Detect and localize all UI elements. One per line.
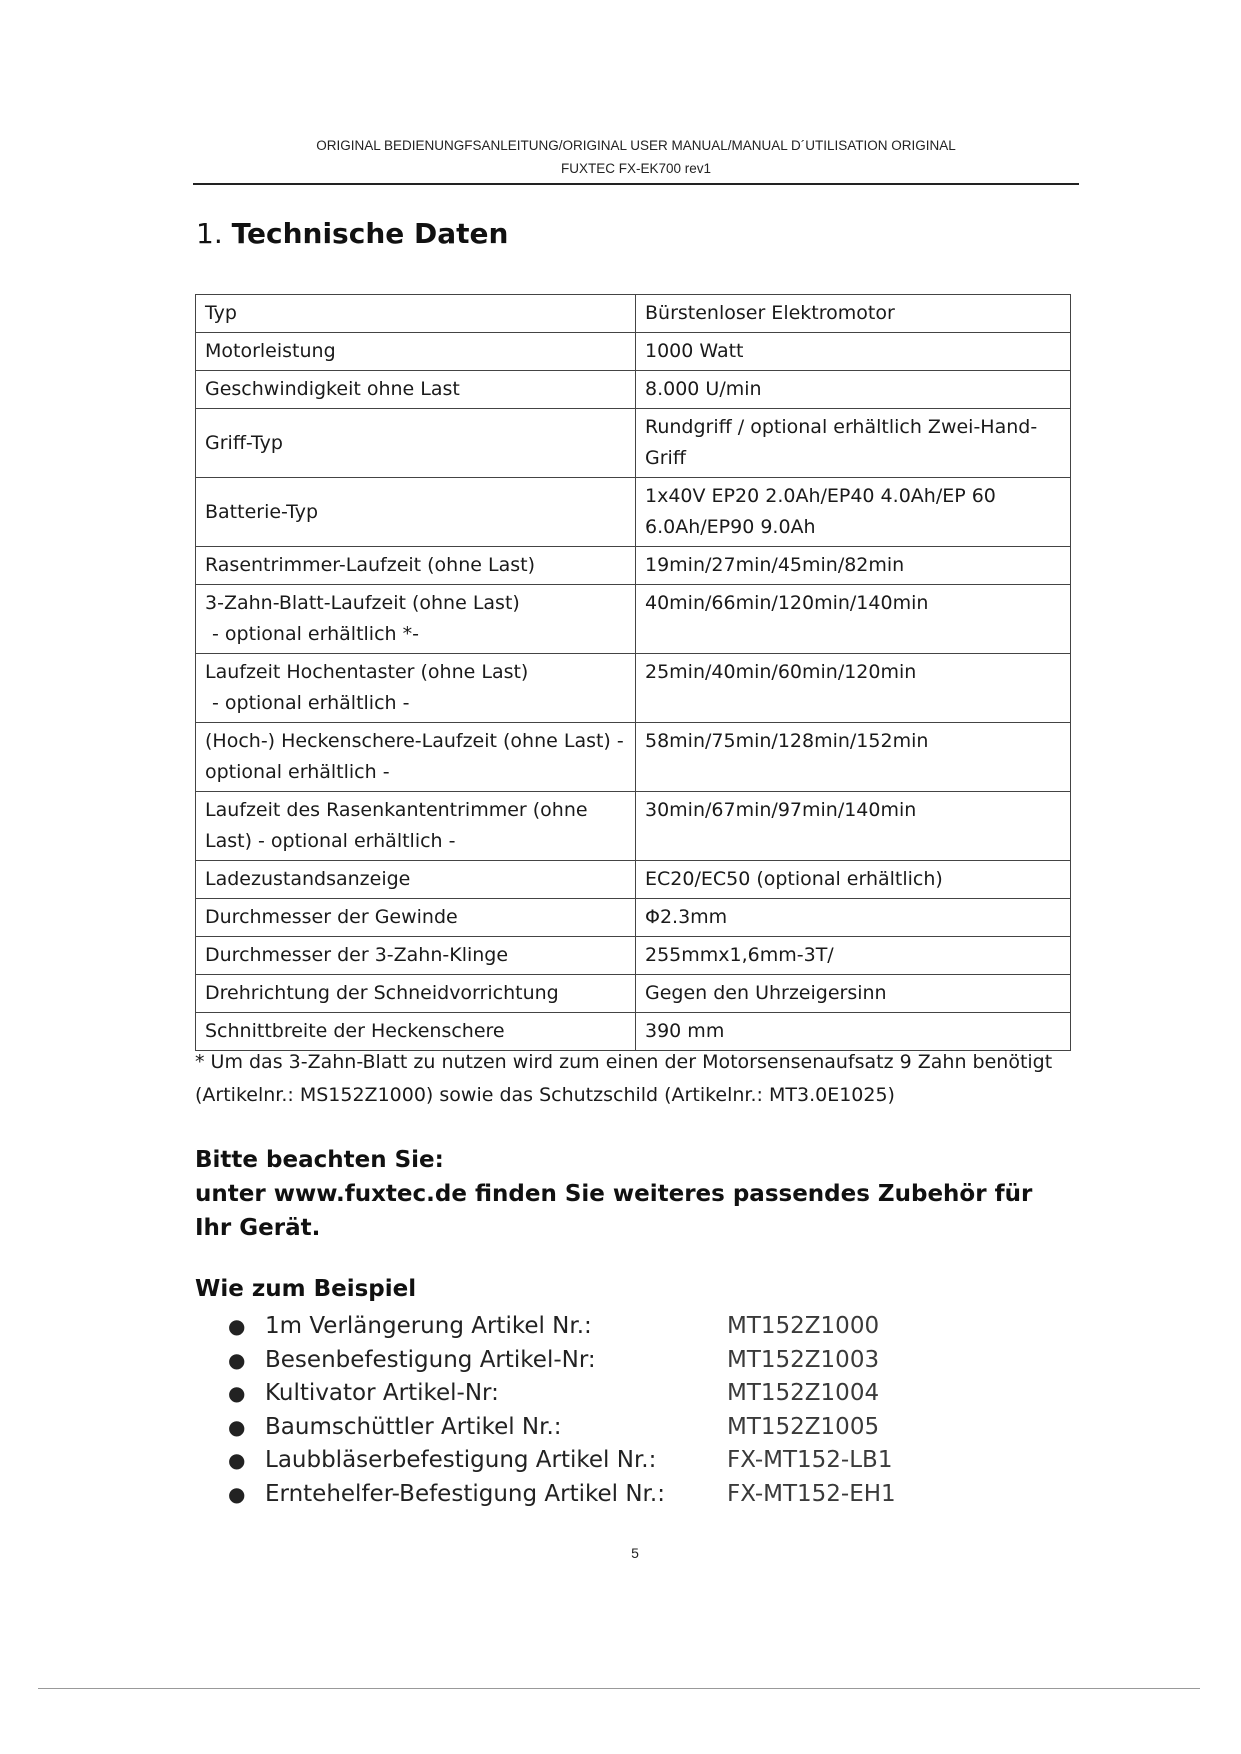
table-row <box>196 295 1071 333</box>
spec-label: (Hoch-) Heckenschere-Laufzeit (ohne Last) - optional erhältlich - <box>196 723 636 792</box>
spec-value: Rundgriff / optional erhältlich Zwei-Hand-Griff <box>636 409 1071 478</box>
spec-value: 8.000 U/min <box>636 371 1071 409</box>
page-number: 5 <box>631 1545 639 1561</box>
spec-value: 1x40V EP20 2.0Ah/EP40 4.0Ah/EP 60 6.0Ah/EP90 9.0Ah <box>636 478 1071 547</box>
bullet-icon: ● <box>228 1381 246 1405</box>
spec-label: Rasentrimmer-Laufzeit (ohne Last) <box>196 547 636 585</box>
spec-value: 30min/67min/97min/140min <box>636 792 1071 861</box>
spec-label: Batterie-Typ <box>196 478 636 547</box>
accessory-number: MT152Z1004 <box>727 1380 880 1406</box>
spec-value: 19min/27min/45min/82min <box>636 547 1071 585</box>
header-divider <box>193 183 1079 185</box>
spec-value: Φ2.3mm <box>636 899 1071 937</box>
header-model: FUXTEC FX-EK700 rev1 <box>560 161 712 176</box>
table-row <box>196 975 1071 1013</box>
spec-value: 58min/75min/128min/152min <box>636 723 1071 792</box>
footer-divider <box>38 1688 1200 1689</box>
table-row <box>196 1013 1071 1051</box>
accessory-number: FX-MT152-LB1 <box>727 1447 893 1473</box>
spec-label <box>196 585 636 654</box>
spec-label: Laufzeit des Rasenkantentrimmer (ohne Last) - optional erhältlich - <box>196 792 636 861</box>
accessory-name: Kultivator Artikel-Nr: <box>265 1380 499 1406</box>
examples-heading: Wie zum Beispiel <box>195 1276 417 1302</box>
table-row <box>196 409 1071 478</box>
spec-label-note: - optional erhältlich - <box>212 692 410 714</box>
table-row <box>196 792 1071 861</box>
spec-label: Geschwindigkeit ohne Last <box>196 371 636 409</box>
accessory-name: Erntehelfer-Befestigung Artikel Nr.: <box>265 1480 665 1507</box>
spec-value: Bürstenloser Elektromotor <box>636 295 1071 333</box>
table-row <box>196 547 1071 585</box>
bullet-icon: ● <box>228 1314 246 1338</box>
accessory-name: 1m Verlängerung Artikel Nr.: <box>265 1313 592 1339</box>
bullet-icon: ● <box>228 1414 246 1439</box>
notice-text: unter www.fuxtec.de finden Sie weiteres passendes Zubehör für Ihr Gerät. <box>195 1181 1033 1241</box>
table-row <box>196 585 1071 654</box>
accessory-number: MT152Z1003 <box>727 1346 880 1373</box>
spec-label: Durchmesser der 3-Zahn-Klinge <box>196 937 636 975</box>
notice-heading: Bitte beachten Sie: <box>195 1147 444 1173</box>
section-heading: Technische Daten <box>231 217 509 250</box>
spec-value: 255mmx1,6mm-3T/ <box>636 937 1071 975</box>
spec-table <box>195 294 1071 1051</box>
section-number: 1. <box>196 217 223 250</box>
spec-label: Durchmesser der Gewinde <box>196 899 636 937</box>
spec-label-note: - optional erhältlich *- <box>212 623 419 645</box>
bullet-icon: ● <box>228 1448 246 1472</box>
footnote: * Um das 3-Zahn-Blatt zu nutzen wird zum einen der Motorsensenaufsatz 9 Zahn benötigt (Artikelnr.: MS152Z1000) sowie das Schutzschild (Artikelnr.: MT3.0E1025) <box>195 1051 1053 1106</box>
spec-label: Ladezustandsanzeige <box>196 861 636 899</box>
accessory-number: MT152Z1000 <box>727 1313 880 1339</box>
accessory-name: Besenbefestigung Artikel-Nr: <box>265 1346 596 1373</box>
table-row <box>196 371 1071 409</box>
spec-value: Gegen den Uhrzeigersinn <box>636 975 1071 1013</box>
table-row <box>196 899 1071 937</box>
spec-label <box>196 654 636 723</box>
spec-label-main: Laufzeit Hochentaster (ohne Last) <box>205 661 529 683</box>
header-title: ORIGINAL BEDIENUNGFSANLEITUNG/ORIGINAL USER MANUAL/MANUAL D´UTILISATION ORIGINAL <box>316 138 956 153</box>
spec-label: Typ <box>196 295 636 333</box>
spec-value: 25min/40min/60min/120min <box>636 654 1071 723</box>
accessory-name: Laubbläserbefestigung Artikel Nr.: <box>265 1447 657 1473</box>
accessory-number: MT152Z1005 <box>727 1413 880 1440</box>
bullet-icon: ● <box>228 1481 246 1506</box>
table-row <box>196 478 1071 547</box>
bullet-icon: ● <box>228 1347 246 1372</box>
spec-value: 390 mm <box>636 1013 1071 1051</box>
spec-label: Motorleistung <box>196 333 636 371</box>
spec-label: Griff-Typ <box>196 409 636 478</box>
accessory-number: FX-MT152-EH1 <box>727 1480 896 1507</box>
spec-label: Drehrichtung der Schneidvorrichtung <box>196 975 636 1013</box>
table-row <box>196 654 1071 723</box>
spec-value: 40min/66min/120min/140min <box>636 585 1071 654</box>
accessory-notice <box>195 1143 1075 1245</box>
section-title <box>196 217 508 250</box>
spec-value: EC20/EC50 (optional erhältlich) <box>636 861 1071 899</box>
accessory-name: Baumschüttler Artikel Nr.: <box>265 1413 562 1440</box>
table-row <box>196 861 1071 899</box>
table-row <box>196 333 1071 371</box>
table-row <box>196 723 1071 792</box>
spec-label: Schnittbreite der Heckenschere <box>196 1013 636 1051</box>
spec-label-main: 3-Zahn-Blatt-Laufzeit (ohne Last) <box>205 592 520 614</box>
table-row <box>196 937 1071 975</box>
page-header <box>193 134 1079 180</box>
spec-value: 1000 Watt <box>636 333 1071 371</box>
